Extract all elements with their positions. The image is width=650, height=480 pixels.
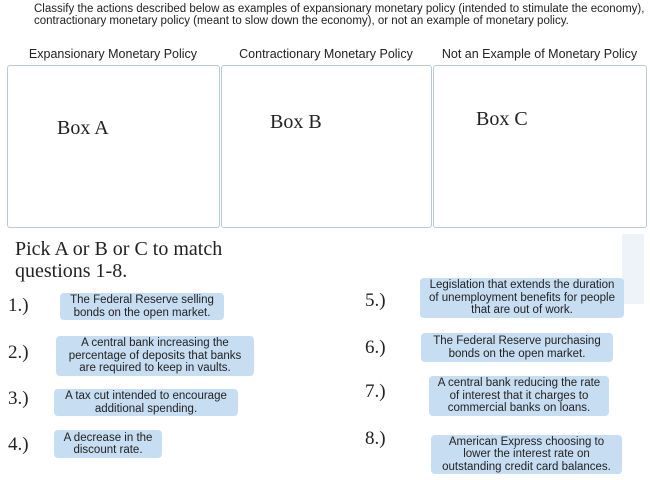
draggable-item-4[interactable]: A decrease in the discount rate. [54, 430, 162, 458]
item-number-1: 1.) [8, 295, 29, 316]
instructions: Classify the actions described below as examples of expansionary monetary policy (intended to stimulate the economy), contractionary monetary policy (meant to slow down the economy), or not an example of monetary policy. [34, 3, 645, 27]
item-number-8: 8.) [365, 428, 386, 449]
column-header-expansionary: Expansionary Monetary Policy [28, 47, 198, 61]
draggable-item-3[interactable]: A tax cut intended to encourage additional spending. [54, 389, 238, 416]
item-number-2: 2.) [8, 342, 29, 363]
scroll-placeholder [622, 234, 644, 304]
drop-zone-not-monetary[interactable] [433, 65, 647, 228]
box-c-label: Box C [476, 108, 528, 130]
item-number-6: 6.) [365, 337, 386, 358]
item-number-4: 4.) [8, 434, 29, 455]
box-b-label: Box B [270, 111, 322, 133]
prompt-text: Pick A or B or C to match questions 1-8. [15, 238, 223, 282]
item-number-5: 5.) [365, 290, 386, 311]
column-header-contractionary: Contractionary Monetary Policy [239, 47, 413, 61]
column-header-not-monetary: Not an Example of Monetary Policy [441, 47, 638, 61]
drop-zone-expansionary[interactable] [7, 65, 220, 228]
draggable-item-6[interactable]: The Federal Reserve purchasing bonds on the open market. [421, 333, 613, 362]
draggable-item-7[interactable]: A central bank reducing the rate of interest that it charges to commercial banks on loans. [429, 376, 609, 416]
item-number-3: 3.) [8, 388, 29, 409]
draggable-item-2[interactable]: A central bank increasing the percentage of deposits that banks are required to keep in vaults. [56, 336, 254, 376]
drop-zone-contractionary[interactable] [221, 65, 432, 228]
draggable-item-8[interactable]: American Express choosing to lower the interest rate on outstanding credit card balances. [431, 435, 622, 474]
draggable-item-1[interactable]: The Federal Reserve selling bonds on the open market. [60, 293, 224, 320]
box-a-label: Box A [57, 117, 109, 139]
item-number-7: 7.) [365, 381, 386, 402]
draggable-item-5[interactable]: Legislation that extends the duration of unemployment benefits for people that are out of work. [420, 278, 624, 318]
